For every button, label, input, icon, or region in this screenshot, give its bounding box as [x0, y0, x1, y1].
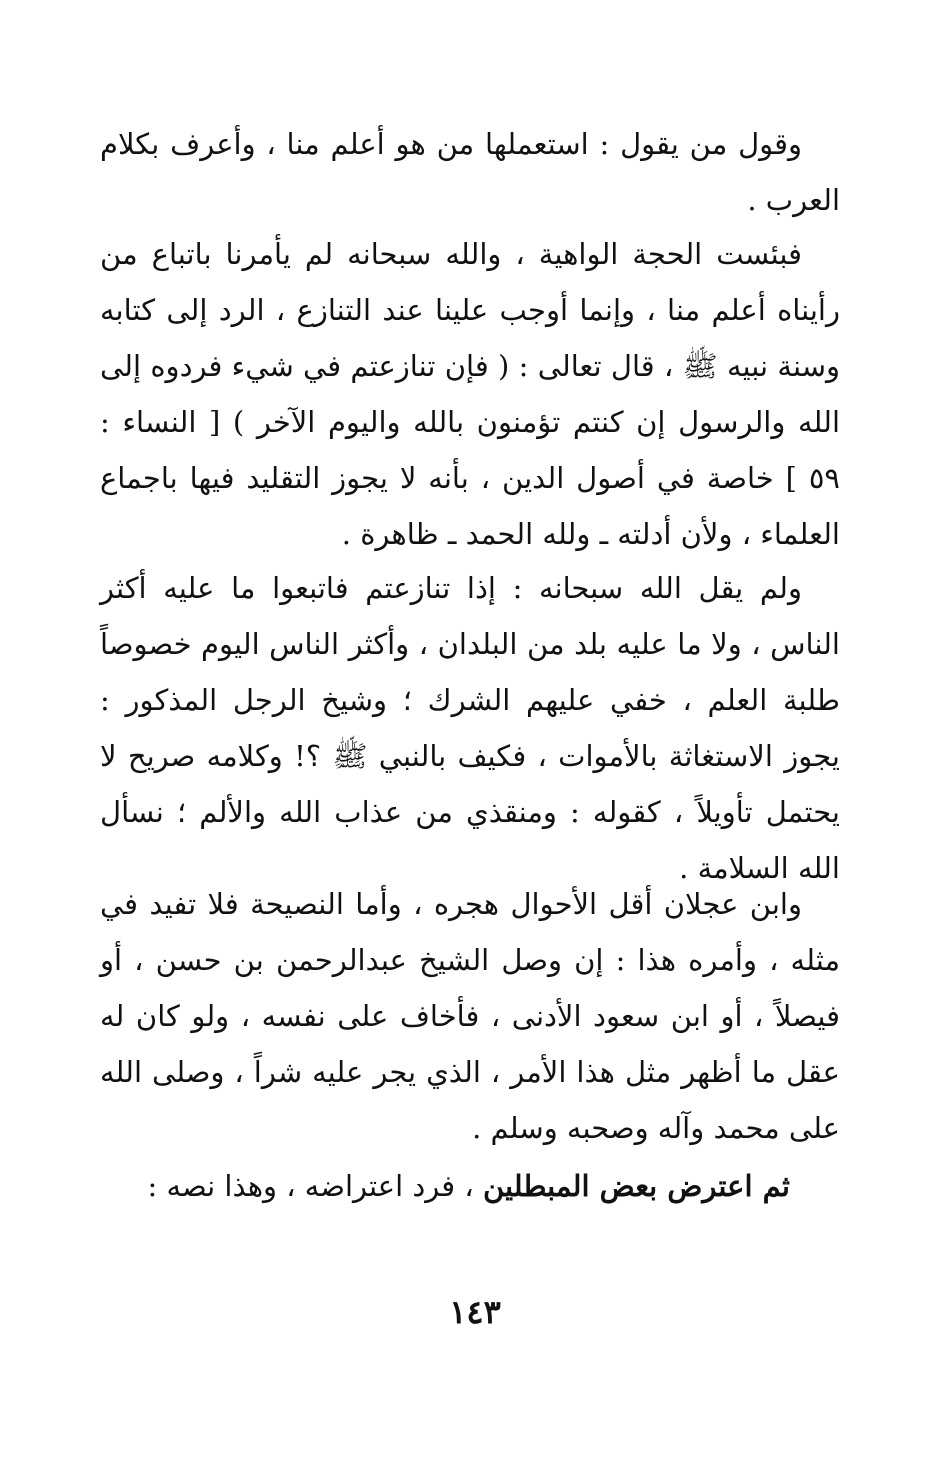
paragraph-3: ولم يقل الله سبحانه : إذا تنازعتم فاتبعوا ما عليه أكثر الناس ، ولا ما عليه بلد من البلدان ، وأكثر الناس اليوم خصوصاً طلبة العلم ، خفي عليهم الشرك ؛ وشيخ الرجل المذكور : يجوز الاستغاثة بالأموات ، فكيف بالنبي ﷺ ؟! وكلامه صريح لا يحتمل تأويلاً ، كقوله : ومنقذي من عذاب الله والألم ؛ نسأل الله السلامة . [100, 571, 840, 885]
closing-bold-text: ثم اعترض بعض المبطلين [482, 1169, 790, 1203]
closing-rest-text: ، فرد اعتراضه ، وهذا نصه : [147, 1169, 483, 1203]
paragraph-2: فبئست الحجة الواهية ، والله سبحانه لم يأمرنا باتباع من رأيناه أعلم منا ، وإنما أوجب علينا عند التنازع ، الرد إلى كتابه وسنة نبيه ﷺ ، قال تعالى : ( فإن تنازعتم في شيء فردوه إلى الله والرسول إن كنتم تؤمنون بالله واليوم الآخر ) [ النساء : ٥٩ ] خاصة في أصول الدين ، بأنه لا يجوز التقليد فيها باجماع العلماء ، ولأن أدلته ـ ولله الحمد ـ ظاهرة . [100, 237, 840, 551]
page-number: ١٤٣ [449, 1293, 501, 1331]
paragraph-1: وقول من يقول : استعملها من هو أعلم منا ، وأعرف بكلام العرب . [100, 127, 840, 217]
closing-line [100, 1158, 790, 1214]
paragraph-4: وابن عجلان أقل الأحوال هجره ، وأما النصيحة فلا تفيد في مثله ، وأمره هذا : إن وصل الشيخ عبدالرحمن بن حسن ، أو فيصلاً ، أو ابن سعود الأدنى ، فأخاف على نفسه ، ولو كان له عقل ما أظهر مثل هذا الأمر ، الذي يجر عليه شراً ، وصلى الله على محمد وآله وصحبه وسلم . [100, 887, 840, 1145]
